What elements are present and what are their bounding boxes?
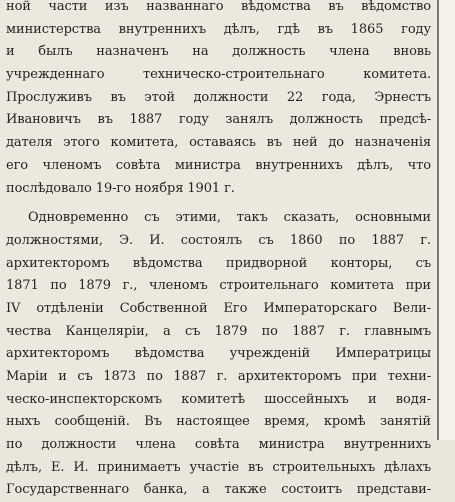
text-line: по должности члена совѣта министра внутреннихъ [6, 437, 431, 453]
page-margin [439, 0, 455, 440]
text-line: и былъ назначенъ на должность члена вновь [6, 44, 431, 60]
text-column [6, 0, 431, 502]
text-line: Одновременно съ этими, такъ сказать, основными [28, 210, 431, 226]
text-line: послѣдовало 19-го ноября 1901 г. [6, 180, 235, 196]
text-line: архитекторомъ вѣдомства учрежденій Императрицы [6, 346, 431, 362]
text-line: ной части изъ названнаго вѣдомства въ вѣдомство [6, 0, 431, 14]
text-line: министерства внутреннихъ дѣлъ, гдѣ въ 1865 году [6, 21, 431, 37]
text-line: учрежденнаго техническо-строительнаго комитета. [6, 67, 431, 83]
paragraph-gap [6, 200, 431, 207]
text-line: дѣлъ, Е. И. принимаетъ участіе въ строительныхъ дѣлахъ [6, 459, 431, 475]
text-line: Маріи и съ 1873 по 1887 г. архитекторомъ при техни- [6, 369, 431, 384]
paragraph-2 [6, 207, 431, 502]
text-line: IV отдѣленіи Собственной Его Императорскаго Вели- [6, 300, 431, 316]
text-line: чества Канцеляріи, а съ 1879 по 1887 г. главнымъ [6, 323, 431, 339]
text-line: архитекторомъ вѣдомства придворной конторы, съ [6, 255, 431, 271]
text-line: 1871 по 1879 г., членомъ строительнаго комитета при [6, 278, 431, 294]
text-line: Прослуживъ въ этой должности 22 года, Эрнестъ [6, 89, 431, 105]
text-line: дателя этого комитета, оставаясь въ ней до назначенія [6, 135, 431, 151]
paragraph-1 [6, 0, 431, 200]
text-line: ческо-инспекторскомъ комитетѣ шоссейныхъ и водя- [6, 391, 431, 407]
text-line: ныхъ сообщеній. Въ настоящее время, кромѣ занятій [6, 414, 431, 430]
text-line: его членомъ совѣта министра внутреннихъ дѣлъ, что [6, 157, 431, 173]
text-line: должностями, Э. И. состоялъ съ 1860 по 1887 г. [6, 232, 431, 248]
text-line: Ивановичъ въ 1887 году занялъ должность предсѣ- [6, 112, 431, 128]
text-line: Государственнаго банка, а также состоитъ представи- [6, 482, 431, 498]
